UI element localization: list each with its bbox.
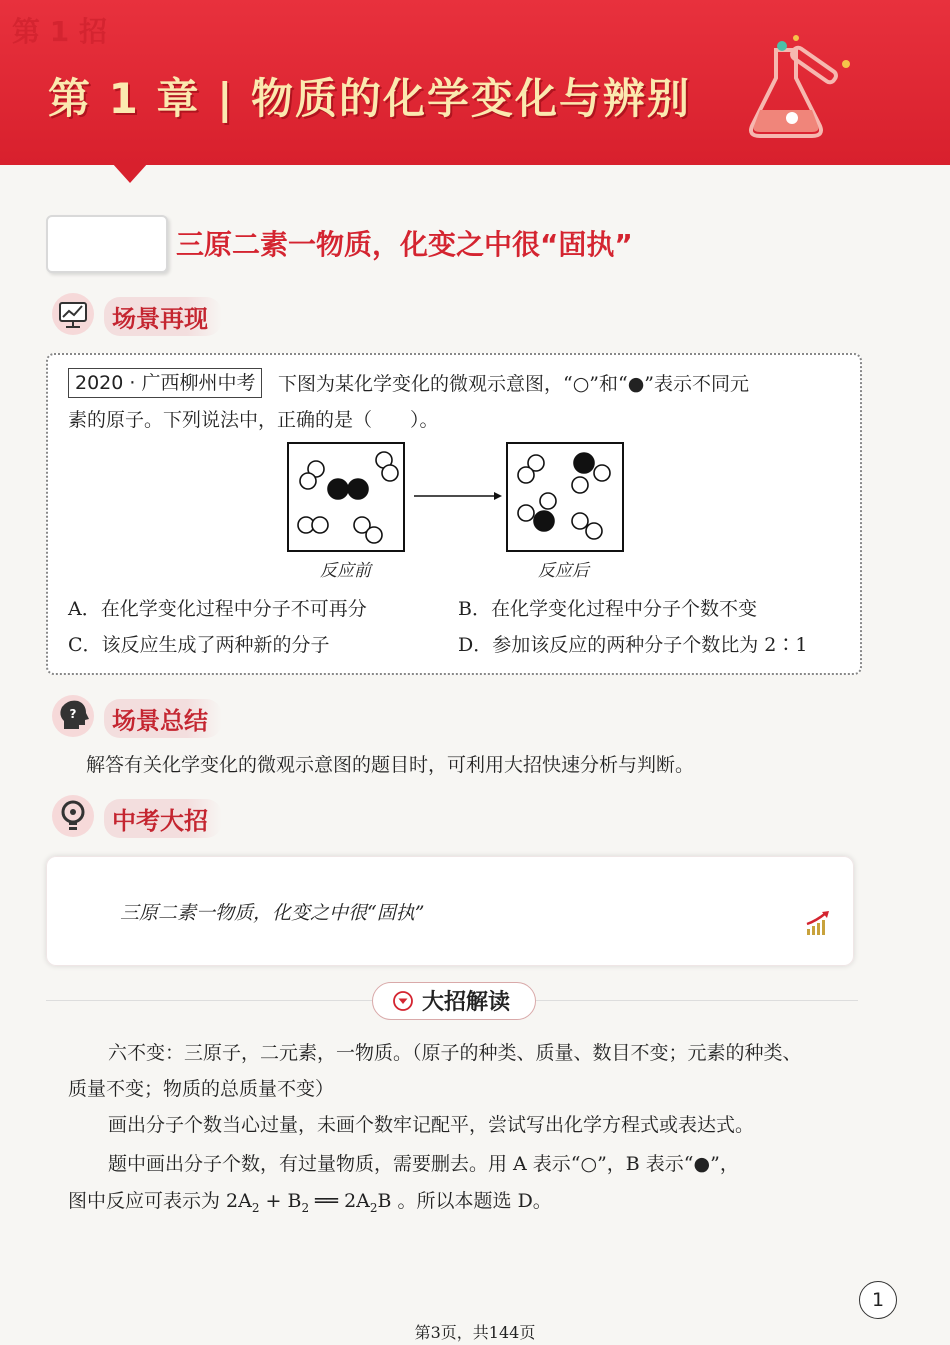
head-question-icon xyxy=(52,695,94,737)
page-number: 1 xyxy=(859,1281,897,1319)
trick-label-box xyxy=(46,215,168,273)
flask-icon xyxy=(738,30,868,145)
summary-text: 解答有关化学变化的微观示意图的题目时，可利用大招快速分析与判断。 xyxy=(86,754,695,776)
trick-title: 三原二素一物质，化变之中很“固执” xyxy=(176,228,633,261)
option-c: C．该反应生成了两种新的分子 xyxy=(68,634,330,656)
caption-before: 反应前 xyxy=(320,561,371,581)
interpretation-p1-line1: 六不变：三原子，二元素，一物质。（原子的种类、质量、数目不变；元素的种类、 xyxy=(108,1042,802,1064)
option-a: A．在化学变化过程中分子不可再分 xyxy=(68,598,367,620)
trick-card-text: 三原二素一物质，化变之中很“固执” xyxy=(120,902,425,924)
reaction-diagram xyxy=(280,435,630,560)
interpretation-p3: 题中画出分子个数，有过量物质，需要删去。用 A 表示“○”，B 表示“●”， xyxy=(108,1153,739,1175)
section-title-exam-trick: 中考大招 xyxy=(104,799,222,838)
trick-label: 第 1 招 xyxy=(12,15,107,48)
interpretation-title: 大招解读 xyxy=(422,990,511,1015)
equation-sub-2: 2 xyxy=(301,1200,310,1215)
interpretation-p2: 画出分子个数当心过量，未画个数牢记配平，尝试写出化学方程式或表达式。 xyxy=(108,1114,755,1136)
equation-sub-3: 2 xyxy=(369,1200,378,1215)
section-title-scene: 场景再现 xyxy=(104,297,222,336)
lightbulb-icon xyxy=(52,795,94,837)
section-title-summary: 场景总结 xyxy=(104,699,222,738)
growth-chart-icon xyxy=(804,909,832,937)
equation-mid-2: ══ 2A xyxy=(309,1190,370,1212)
question-text-line2: 素的原子。下列说法中，正确的是（ ）。 xyxy=(68,409,439,431)
chevron-down-circle-icon xyxy=(392,990,414,1012)
chapter-title: 第 1 章 | 物质的化学变化与辨别 xyxy=(48,74,692,123)
equation-suffix: B 。所以本题选 D。 xyxy=(377,1190,552,1212)
svg-text:?: ? xyxy=(69,707,77,721)
question-text-line1: 下图为某化学变化的微观示意图，“○”和“●”表示不同元 xyxy=(278,373,750,395)
interpretation-p4 xyxy=(68,1186,552,1215)
caption-after: 反应后 xyxy=(538,561,589,581)
equation-mid-1: + B xyxy=(259,1190,302,1212)
equation-prefix: 图中反应可表示为 2A xyxy=(68,1190,252,1212)
monitor-chart-icon xyxy=(52,293,94,335)
banner-notch xyxy=(112,163,148,183)
option-b: B．在化学变化过程中分子个数不变 xyxy=(458,598,757,620)
question-source: 2020 · 广西柳州中考 xyxy=(68,368,262,398)
equation-sub-1: 2 xyxy=(251,1200,260,1215)
interpretation-p1-line2: 质量不变；物质的总质量不变） xyxy=(68,1078,335,1100)
option-d: D．参加该反应的两种分子个数比为 2∶1 xyxy=(458,634,808,656)
page-info: 第3页，共144页 xyxy=(414,1323,536,1342)
